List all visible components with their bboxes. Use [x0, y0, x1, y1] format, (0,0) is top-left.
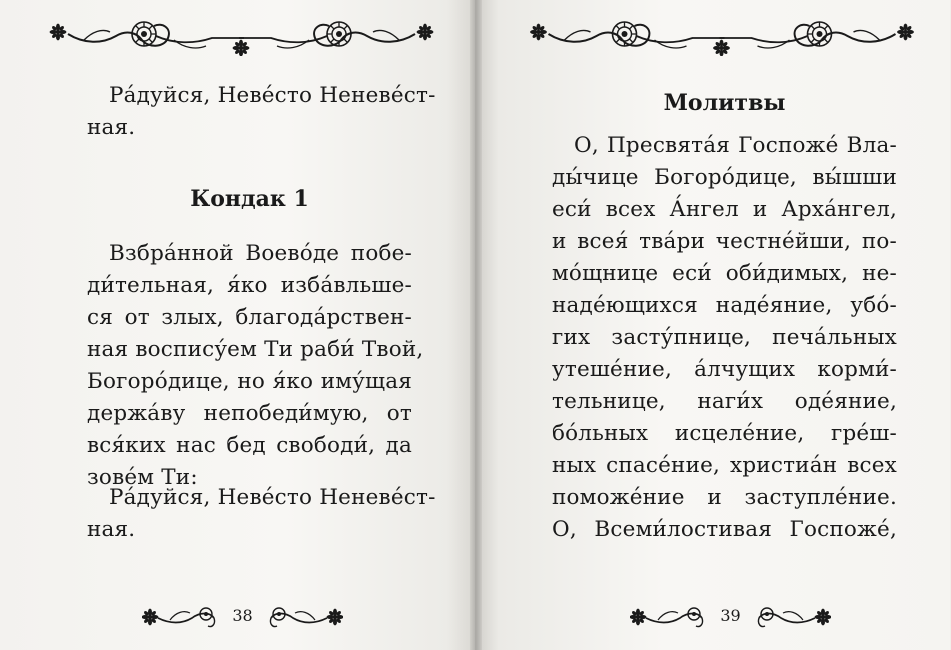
- floral-vine-header-icon: [44, 14, 439, 56]
- text-line: ных спасе́ние, христиа́н всех: [552, 453, 897, 478]
- text-line: Ра́дуйся, Неве́сто Неневе́ст-: [109, 83, 436, 108]
- text-line: утеше́ние, а́лчущих корми́-: [552, 357, 897, 382]
- text-line: тельнице, наги́х оде́яние,: [552, 389, 897, 414]
- text-line: ная воспису́ем Ти раби́ Твой,: [87, 337, 424, 362]
- text-line: Богоро́дице, но я́ко иму́щая: [87, 369, 412, 394]
- left-body-text: [87, 238, 424, 494]
- text-line: О, Всеми́лостивая Госпоже́,: [552, 517, 897, 542]
- floral-vine-footer-icon: [142, 600, 222, 630]
- page-number: 39: [720, 605, 741, 625]
- text-line: зове́м Ти:: [87, 465, 198, 490]
- prayers-heading: Молитвы: [663, 90, 786, 116]
- text-line: Взбра́нной Воево́де побе-: [109, 241, 412, 266]
- text-line: бо́льных исцеле́ние, гре́ш-: [552, 421, 897, 446]
- left-page: [0, 0, 475, 650]
- floral-vine-footer-icon: [263, 600, 343, 630]
- text-line: Ра́дуйся, Неве́сто Неневе́ст-: [109, 485, 436, 510]
- right-body-text: [552, 130, 897, 546]
- right-footer: [618, 600, 843, 630]
- page-number: 38: [232, 605, 253, 625]
- text-line: и всея́ тва́ри честне́йши, по-: [552, 229, 897, 254]
- text-line: держа́ву непобеди́мую, от: [87, 401, 412, 426]
- book-gutter: [470, 0, 482, 650]
- kondak-heading: Кондак 1: [190, 186, 309, 212]
- floral-vine-footer-icon: [751, 600, 831, 630]
- text-line: вся́ких нас бед свободи́, да: [87, 433, 412, 458]
- text-line: ся от злых, благода́рствен-: [87, 305, 412, 330]
- left-footer: [130, 600, 355, 630]
- text-line: О, Пресвята́я Госпоже́ Вла-: [574, 133, 897, 158]
- text-line: гих засту́пнице, печа́льных: [552, 325, 897, 350]
- floral-vine-footer-icon: [630, 600, 710, 630]
- text-line: ды́чице Богоро́дице, вы́шши: [552, 165, 897, 190]
- text-line: ная.: [87, 115, 136, 140]
- text-line: поможе́ние и заступле́ние.: [552, 485, 897, 510]
- text-line: еси́ всех А́нгел и Арха́нгел,: [552, 197, 897, 222]
- left-top-text: [87, 80, 436, 144]
- text-line: ди́тельная, я́ко избáвльше-: [87, 273, 412, 298]
- text-line: мо́щнице еси́ оби́димых, не-: [552, 261, 897, 286]
- text-line: ная.: [87, 517, 136, 542]
- floral-vine-header-icon: [522, 14, 922, 56]
- text-line: наде́ющихся наде́яние, убо́-: [552, 293, 897, 318]
- left-refrain-text: [87, 482, 436, 546]
